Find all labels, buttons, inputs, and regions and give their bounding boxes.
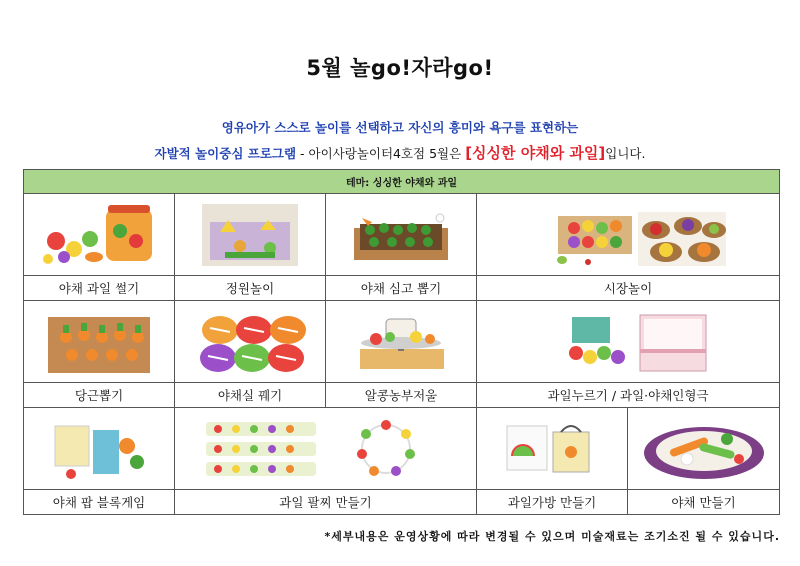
photo-farmer-scale: [326, 301, 477, 383]
footer-note: *세부내용은 운영상황에 따라 변경될 수 있으며 미술재료는 조기소진 될 수 있습니다.: [324, 530, 780, 543]
activity-label: 알콩농부저울: [326, 383, 477, 408]
intro-end-text: 입니다.: [605, 146, 646, 161]
activity-label: 과일누르기 / 과일·야채인형극: [477, 383, 780, 408]
photo-veg-pop-block-game: [24, 408, 175, 490]
activity-label: 야채 만들기: [628, 490, 780, 515]
intro-line-2: [0, 142, 800, 163]
photo-market-play: [477, 194, 780, 276]
activity-label: 야채 팝 블록게임: [24, 490, 175, 515]
page-title: 5월 놀go!자라go!: [306, 56, 494, 80]
intro-mid-text: - 아이사랑놀이터4호점 5월은: [296, 146, 466, 161]
program-name: 자발적 놀이중심 프로그램: [154, 146, 297, 161]
activity-label: 야채실 꿰기: [175, 383, 326, 408]
photo-garden-play: [175, 194, 326, 276]
photo-vegetable-making: [628, 408, 780, 490]
intro-line-1: 영유아가 스스로 놀이를 선택하고 자신의 흥미와 욕구를 표현하는: [221, 120, 579, 135]
activity-label: 정원놀이: [175, 276, 326, 301]
activity-label: 과일 팔찌 만들기: [175, 490, 477, 515]
photo-fruit-pressing-puppet: [477, 301, 780, 383]
photo-plant-and-pull: [326, 194, 477, 276]
activity-label: 시장놀이: [477, 276, 780, 301]
theme-highlight: [싱싱한 야채와 과일]: [465, 144, 606, 162]
activity-label: 과일가방 만들기: [477, 490, 628, 515]
activity-label: 야채 심고 뽑기: [326, 276, 477, 301]
activity-label: 당근뽑기: [24, 383, 175, 408]
activity-label: 야채 과일 썰기: [24, 276, 175, 301]
photo-carrot-pulling: [24, 301, 175, 383]
photo-fruit-bag: [477, 408, 628, 490]
photo-veg-fruit-cutting: [24, 194, 175, 276]
theme-header: 테마: 싱싱한 야채와 과일: [24, 170, 780, 194]
photo-veg-lacing: [175, 301, 326, 383]
activity-table: [23, 169, 780, 515]
photo-fruit-bracelet: [175, 408, 477, 490]
